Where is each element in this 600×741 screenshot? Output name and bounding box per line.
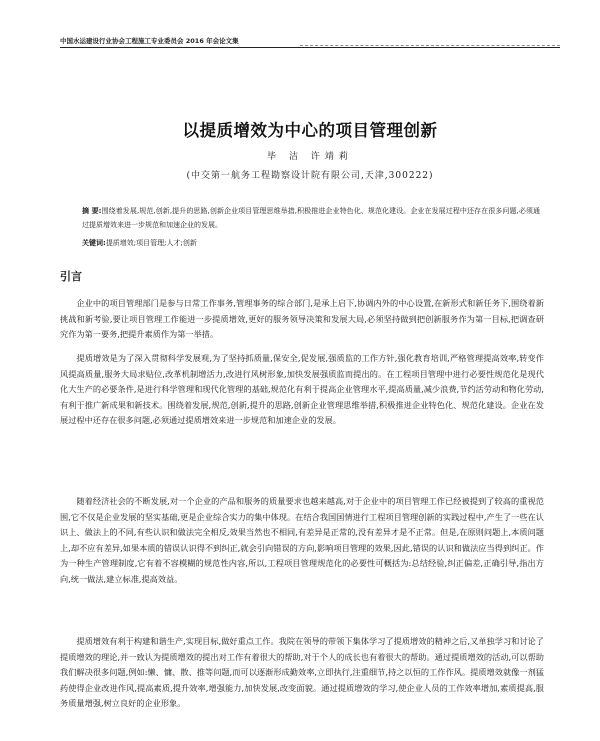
keywords-text: 提质增效;项目管理;人才;创新 [105, 239, 197, 247]
header-dashed-rule [300, 45, 560, 46]
header-rule [60, 47, 560, 48]
abstract-text: 围绕着发展,规范,创新,提升的思路,创新企业项目管理思维举措,积极推进企业特色化、规范化建设。企业在发展过程中还存在很多问题,必须通过提质增效来进一步规范和加速企业的发展。 [82, 207, 540, 229]
paper-title: 以提质增效为中心的项目管理创新 [182, 121, 438, 140]
journal-header: 中国水运建设行业协会工程施工专业委员会 2016 年会论文集 [60, 37, 239, 45]
paragraph-1: 企业中的项目管理部门是参与日常工作事务,管理事务的综合部门,是承上启下,协调内外的中心设置,在新形式和新任务下,围绕着新挑战和新考验,要让项目管理工作能进一步提质增效,更好的服务领导决策和发展大局,必须坚持做到把创新服务作为第一目标,把调查研究作为第一要务,把提升素质作为第一举措。 [60, 298, 544, 340]
abstract [82, 204, 540, 232]
section-heading-intro: 引言 [60, 270, 82, 283]
keywords [82, 236, 540, 250]
abstract-label: 摘 要: [82, 207, 102, 215]
paragraph-4: 提质增效有利于构建和谐生产,实现目标,做好重点工作。我院在领导的带领下集体学习了提质增效的精神之后,又单独学习和讨论了提质增效的理论,并一致认为提质增效的提出对工作有着很大的帮助,对于个人的成长也有着很大的帮助。通过提质增效的活动,可以帮助我们解决很多问题,例如:懒、慵、散、推等问题,而可以逐渐形成勤效率,立即执行,注重细节,持之以恒的工作作风。提质增效就像一剂猛药使得企业改进作风,提高素质,提升效率,增强能力,加快发展,改变面貌。通过提质增效的学习,使企业人员的工作效率增加,素质提高,服务质量增强,树立良好的企业形象。 [60, 636, 544, 709]
paper-affiliation: (中交第一航务工程勘察设计院有限公司,天津,300222) [186, 171, 434, 181]
paragraph-3: 随着经济社会的不断发展,对一个企业的产品和服务的质量要求也越来越高,对于企业中的项目管理工作已经被提到了较高的重视范围,它不仅是企业发展的坚实基础,更是企业综合实力的集中体现。在结合我国国情进行工程项目管理创新的实践过程中,产生了一些在认识上、做法上的不同,有些认识和做法完全相反,效果当然也不相同,有差异是正常的,没有差异才是不正常。但是,在原则问题上,本质问题上,却不应有差异,如果本质的错误认识得不到纠正,就会引向错误的方向,影响项目管理的效果,因此,错误的认识和做法应当得到纠正。作为一种生产管理制度,它有着不容模糊的规范性内容,所以,工程项目管理规范化的必要性可概括为:总结经验,纠正偏差,正确引导,指出方向,统一做法,建立标准,提高效益。 [60, 496, 544, 584]
paper-authors: 毕 洁 许靖莉 [267, 152, 353, 162]
paragraph-2: 提质增效是为了深入贯彻科学发展观,为了坚持抓质量,保安全,促发展,强质监的工作方针,强化教育培训,严格管理提高效率,转变作风提高质量,服务大局求贴位,改革机制增活力,改进行风树形象,加快发展强质监而提出的。在工程项目管理中进行必要性规范化是现代化大生产的必要条件,是进行科学管理和现代化管理的基础,规范化有利于提高企业管理水平,提高质量,减少浪费,节约活劳动和物化劳动,有利于推广新成果和新技术。围绕着发展,规范,创新,提升的思路,创新企业管理思维举措,积极推进企业特色化、规范化建设。企业在发展过程中还存在很多问题,必须通过提质增效来进一步规范和加速企业的发展。 [60, 353, 544, 426]
keywords-label: 关键词: [82, 239, 106, 247]
